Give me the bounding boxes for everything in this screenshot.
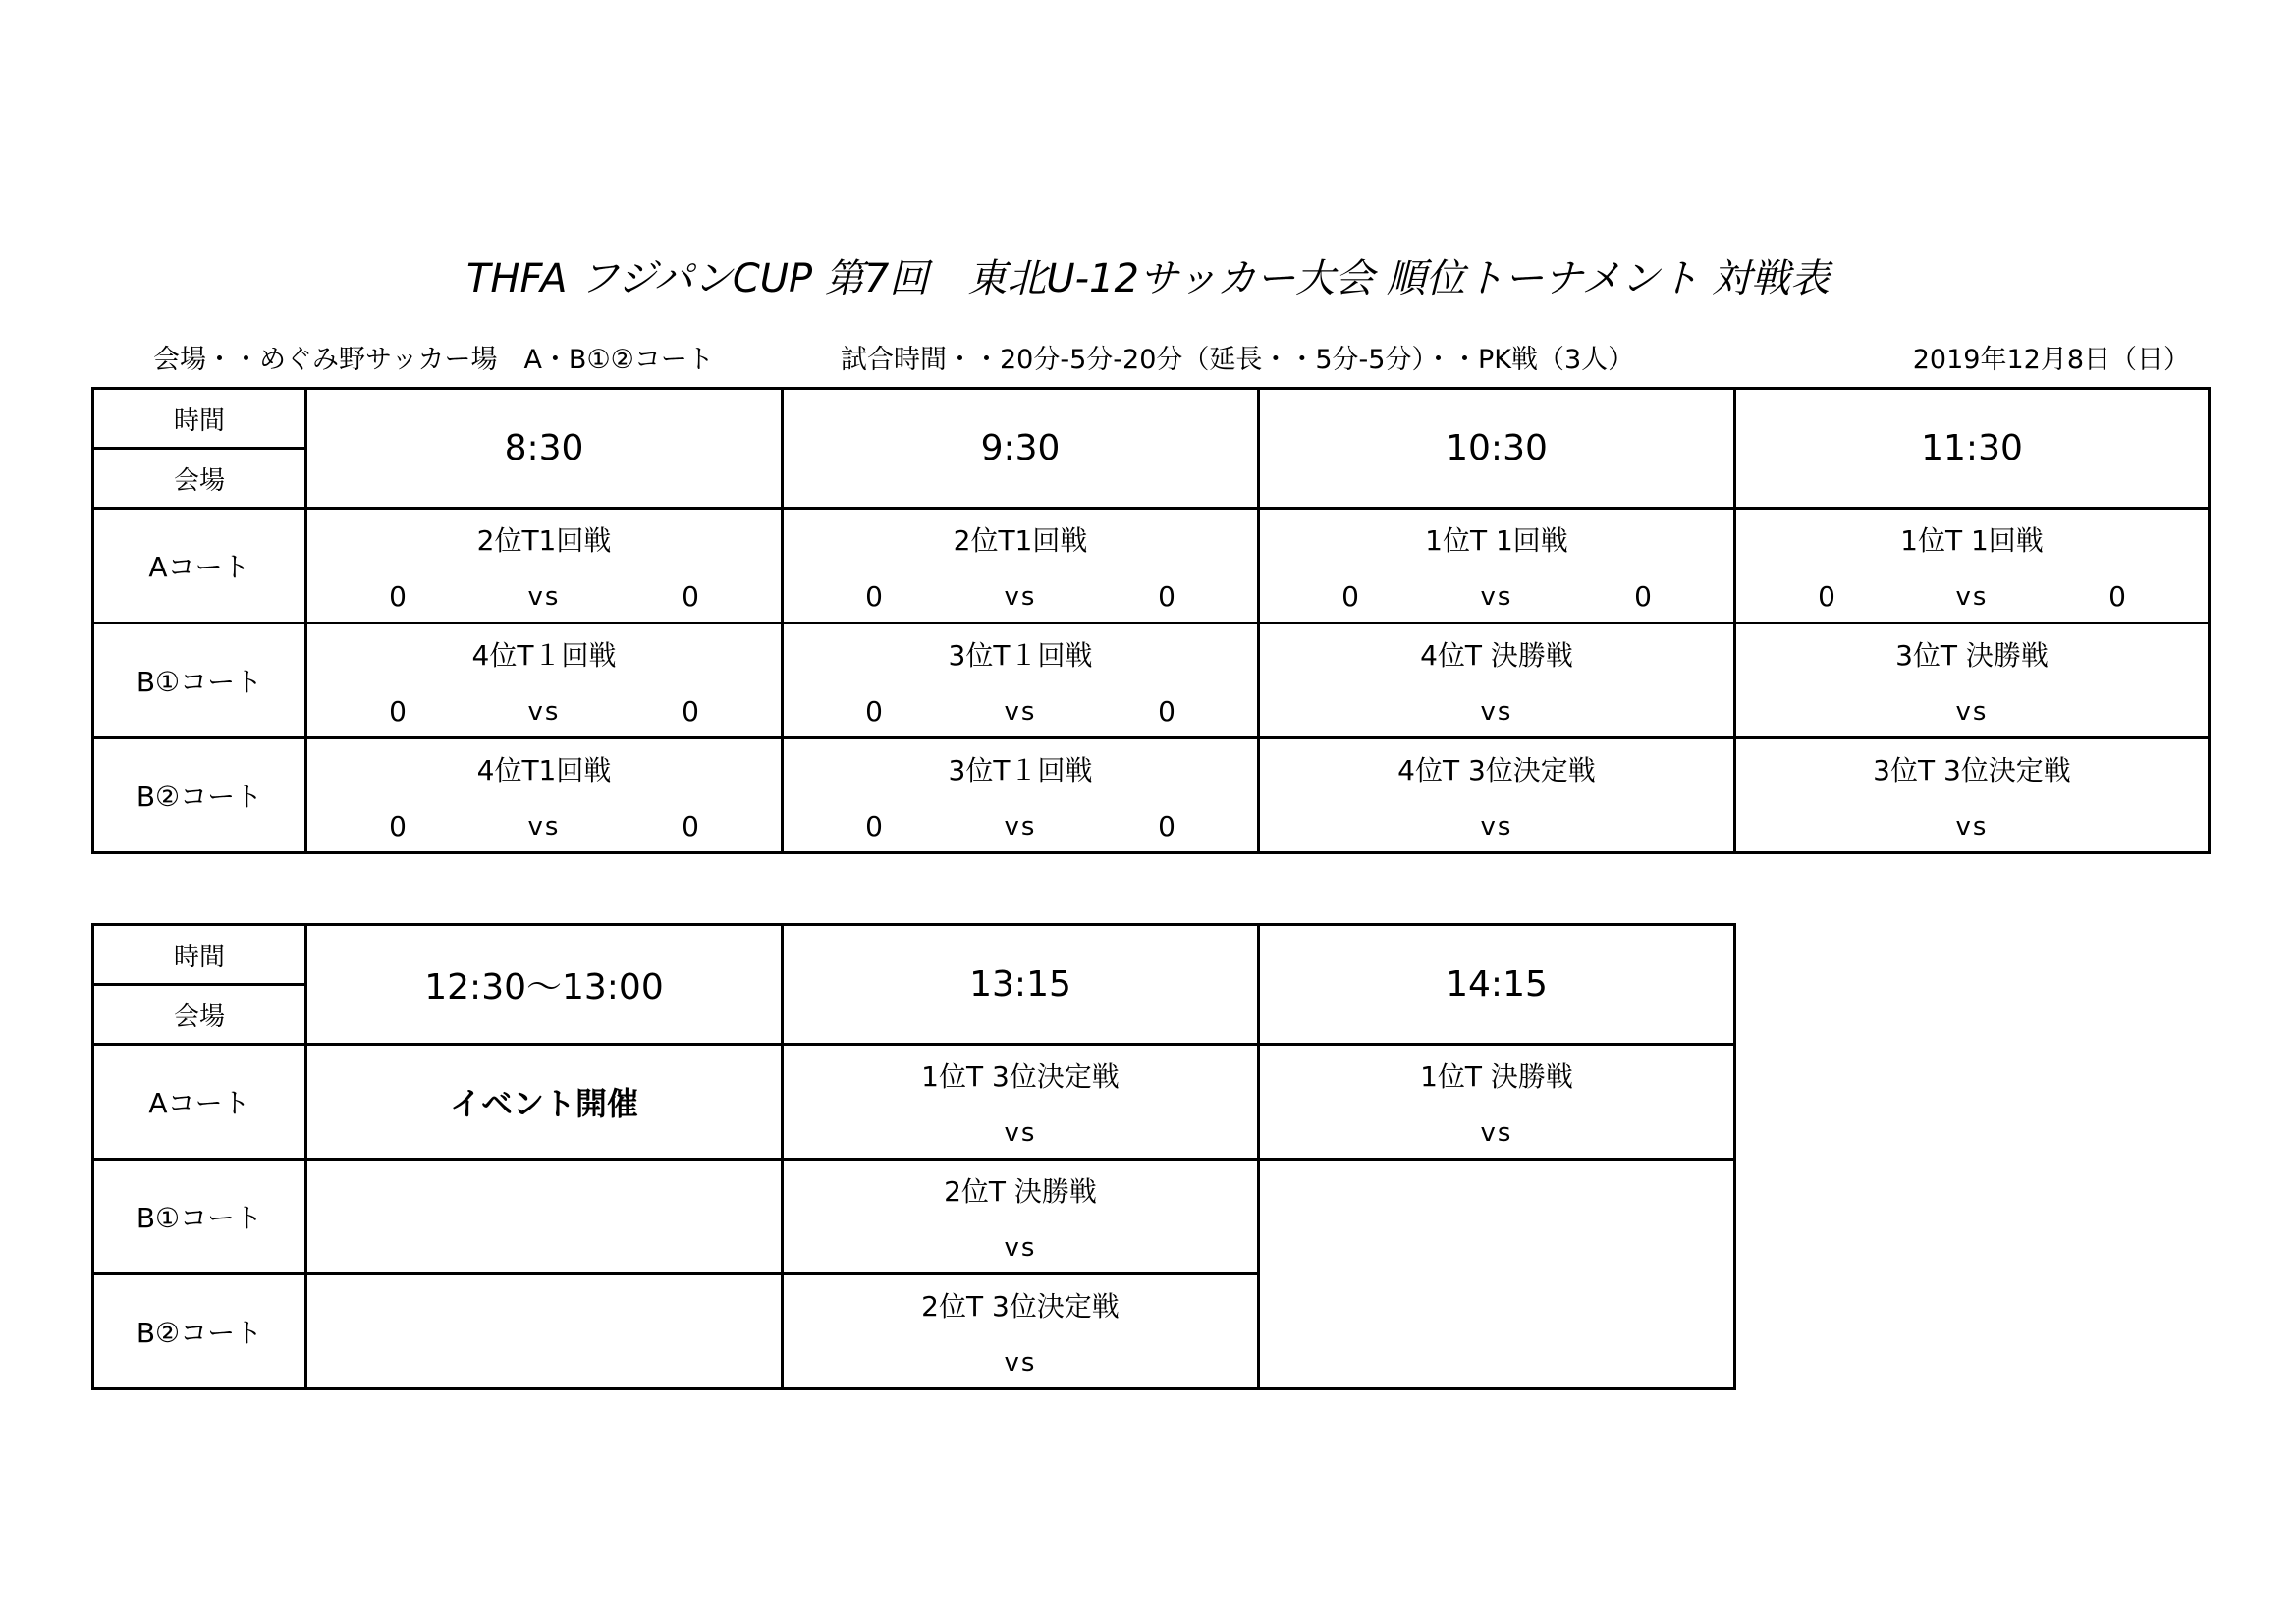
vs-label: vs <box>1955 582 1989 612</box>
vs-label: vs <box>1004 1348 1037 1378</box>
vs-label: vs <box>1955 812 1989 841</box>
time-slot: 13:15 <box>783 925 1259 1045</box>
court-a-label: Aコート <box>93 1045 306 1160</box>
empty-cell <box>307 1161 781 1272</box>
match-title: 4位T 決勝戦 <box>1420 639 1573 672</box>
match-cell <box>784 510 1257 622</box>
score-right: 0 <box>2108 580 2126 613</box>
match-time-rule: 試合時間・・20分-5分-20分（延長・・5分-5分）・・PK戦（3人） <box>841 345 1635 375</box>
match-cell <box>784 624 1257 736</box>
vs-label: vs <box>1004 1233 1037 1263</box>
score-left: 0 <box>865 695 883 728</box>
match-date: 2019年12月8日（日） <box>1912 345 2190 375</box>
match-cell <box>784 739 1257 851</box>
vs-label: vs <box>1480 1118 1513 1148</box>
match-title: 2位T 3位決定戦 <box>921 1290 1120 1323</box>
header-time-label: 時間 <box>93 925 306 985</box>
match-cell <box>307 739 781 851</box>
match-title: 1位T 決勝戦 <box>1420 1060 1573 1093</box>
time-slot: 8:30 <box>306 389 783 509</box>
match-cell <box>307 624 781 736</box>
score-left: 0 <box>389 580 407 613</box>
match-cell <box>1736 739 2208 851</box>
match-title: 4位T１回戦 <box>471 639 617 672</box>
match-title: 3位T 3位決定戦 <box>1873 754 2071 786</box>
match-title: 4位T1回戦 <box>476 754 612 786</box>
header-time-label: 時間 <box>93 389 306 449</box>
match-title: 2位T 決勝戦 <box>944 1175 1097 1208</box>
match-cell <box>307 510 781 622</box>
vs-label: vs <box>527 697 561 727</box>
time-slot: 10:30 <box>1259 389 1735 509</box>
score-left: 0 <box>389 695 407 728</box>
time-slot: 14:15 <box>1259 925 1735 1045</box>
score-left: 0 <box>389 810 407 842</box>
score-left: 0 <box>1818 580 1835 613</box>
vs-label: vs <box>1004 697 1037 727</box>
match-title: 1位T 1回戦 <box>1425 524 1568 557</box>
header-venue-label: 会場 <box>93 985 306 1045</box>
vs-label: vs <box>1480 812 1513 841</box>
match-title: 3位T 決勝戦 <box>1895 639 2049 672</box>
court-b1-label: B①コート <box>93 1160 306 1274</box>
match-cell <box>1260 510 1733 622</box>
vs-label: vs <box>1004 812 1037 841</box>
score-right: 0 <box>682 695 699 728</box>
match-cell <box>1736 510 2208 622</box>
match-title: 1位T 3位決定戦 <box>921 1060 1120 1093</box>
court-b2-label: B②コート <box>93 738 306 853</box>
header-venue-label: 会場 <box>93 449 306 509</box>
schedule-table-morning <box>91 387 2211 854</box>
vs-label: vs <box>1480 697 1513 727</box>
page-title: THFA フジパンCUP 第7回 東北U-12サッカー大会 順位トーナメント 対戦表 <box>466 256 1830 301</box>
match-cell <box>1260 1046 1733 1158</box>
empty-cell <box>307 1275 781 1387</box>
court-a-label: Aコート <box>93 509 306 623</box>
score-right: 0 <box>1158 580 1175 613</box>
match-title: 2位T1回戦 <box>476 524 612 557</box>
time-slot: 12:30～13:00 <box>306 925 783 1045</box>
score-left: 0 <box>1341 580 1359 613</box>
match-cell <box>1260 624 1733 736</box>
match-title: 3位T１回戦 <box>948 754 1093 786</box>
match-cell <box>1736 624 2208 736</box>
match-title: 3位T１回戦 <box>948 639 1093 672</box>
score-left: 0 <box>865 580 883 613</box>
match-cell <box>784 1161 1257 1272</box>
event-label: イベント開催 <box>449 1085 638 1122</box>
score-right: 0 <box>1634 580 1652 613</box>
match-cell <box>1260 739 1733 851</box>
vs-label: vs <box>527 812 561 841</box>
vs-label: vs <box>1004 1118 1037 1148</box>
schedule-table-afternoon <box>91 923 1736 1390</box>
event-cell <box>307 1046 781 1158</box>
vs-label: vs <box>1004 582 1037 612</box>
match-title: 4位T 3位決定戦 <box>1397 754 1596 786</box>
score-right: 0 <box>1158 810 1175 842</box>
score-right: 0 <box>682 580 699 613</box>
time-slot: 9:30 <box>783 389 1259 509</box>
match-title: 1位T 1回戦 <box>1900 524 2044 557</box>
time-slot: 11:30 <box>1735 389 2210 509</box>
court-b2-label: B②コート <box>93 1274 306 1389</box>
score-left: 0 <box>865 810 883 842</box>
match-cell <box>784 1275 1257 1387</box>
score-right: 0 <box>682 810 699 842</box>
vs-label: vs <box>1955 697 1989 727</box>
match-title: 2位T1回戦 <box>953 524 1088 557</box>
empty-cell <box>1259 1160 1735 1389</box>
venue-info: 会場・・めぐみ野サッカー場 A・B①②コート <box>153 345 714 375</box>
score-right: 0 <box>1158 695 1175 728</box>
match-cell <box>784 1046 1257 1158</box>
vs-label: vs <box>527 582 561 612</box>
court-b1-label: B①コート <box>93 623 306 738</box>
vs-label: vs <box>1480 582 1513 612</box>
